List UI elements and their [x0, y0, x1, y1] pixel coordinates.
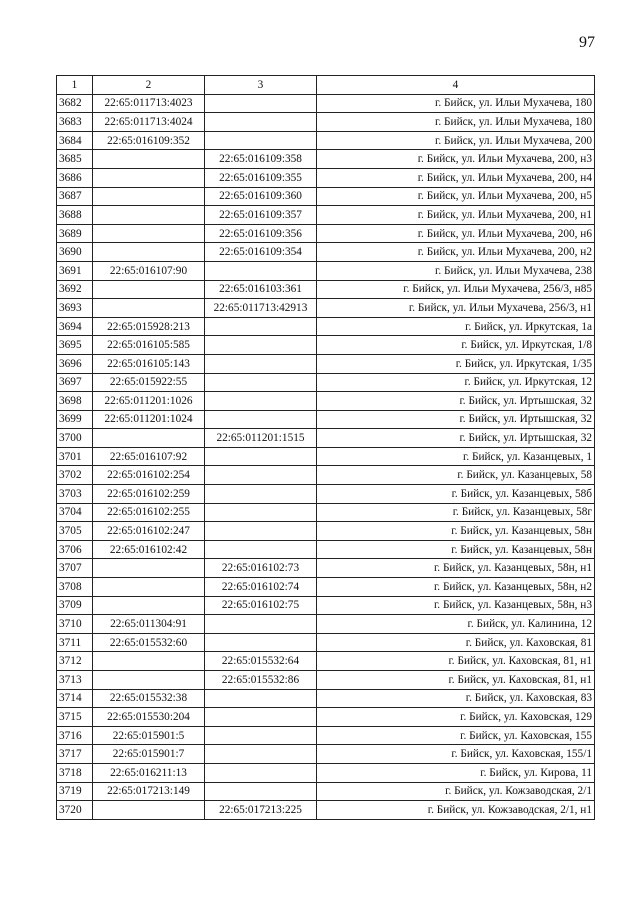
column-header-1: 1 — [57, 76, 93, 95]
address-cell: г. Бийск, ул. Ильи Мухачева, 238 — [317, 261, 595, 280]
premises-cadastral-number-cell: 22:65:016102:73 — [205, 559, 317, 578]
row-number-cell: 3708 — [57, 578, 93, 597]
address-cell: г. Бийск, ул. Иркутская, 1/35 — [317, 354, 595, 373]
table-row — [57, 410, 595, 429]
premises-cadastral-number-cell — [205, 726, 317, 745]
row-number-cell: 3705 — [57, 522, 93, 541]
column-header-2: 2 — [93, 76, 205, 95]
address-cell: г. Бийск, ул. Казанцевых, 58н — [317, 522, 595, 541]
premises-cadastral-number-cell — [205, 615, 317, 634]
cadastral-number-cell: 22:65:015532:60 — [93, 633, 205, 652]
cadastral-number-cell: 22:65:015922:55 — [93, 373, 205, 392]
cadastral-number-cell: 22:65:016102:42 — [93, 540, 205, 559]
address-cell: г. Бийск, ул. Каховская, 81, н1 — [317, 671, 595, 690]
address-cell: г. Бийск, ул. Каховская, 155/1 — [317, 745, 595, 764]
row-number-cell: 3707 — [57, 559, 93, 578]
cadastral-number-cell: 22:65:011201:1026 — [93, 392, 205, 411]
cadastral-number-cell: 22:65:011713:4024 — [93, 113, 205, 132]
address-cell: г. Бийск, ул. Калинина, 12 — [317, 615, 595, 634]
row-number-cell: 3699 — [57, 410, 93, 429]
address-cell: г. Бийск, ул. Ильи Мухачева, 200, н4 — [317, 168, 595, 187]
cadastral-number-cell: 22:65:016107:92 — [93, 447, 205, 466]
address-cell: г. Бийск, ул. Ильи Мухачева, 200 — [317, 131, 595, 150]
table-row — [57, 782, 595, 801]
address-cell: г. Бийск, ул. Кирова, 11 — [317, 763, 595, 782]
row-number-cell: 3682 — [57, 94, 93, 113]
address-cell: г. Бийск, ул. Кожзаводская, 2/1 — [317, 782, 595, 801]
table-row — [57, 280, 595, 299]
address-cell: г. Бийск, ул. Каховская, 81 — [317, 633, 595, 652]
address-cell: г. Бийск, ул. Каховская, 83 — [317, 689, 595, 708]
table-row — [57, 503, 595, 522]
cadastral-number-cell: 22:65:015532:38 — [93, 689, 205, 708]
row-number-cell: 3702 — [57, 466, 93, 485]
row-number-cell: 3685 — [57, 150, 93, 169]
table-row — [57, 522, 595, 541]
address-cell: г. Бийск, ул. Иркутская, 1а — [317, 317, 595, 336]
row-number-cell: 3694 — [57, 317, 93, 336]
premises-cadastral-number-cell: 22:65:011713:42913 — [205, 299, 317, 318]
table-row — [57, 596, 595, 615]
table-body — [57, 94, 595, 819]
premises-cadastral-number-cell: 22:65:016109:357 — [205, 206, 317, 225]
cadastral-number-cell — [93, 187, 205, 206]
address-cell: г. Бийск, ул. Иркутская, 12 — [317, 373, 595, 392]
table-header-row — [57, 76, 595, 95]
premises-cadastral-number-cell — [205, 782, 317, 801]
row-number-cell: 3714 — [57, 689, 93, 708]
table-row — [57, 615, 595, 634]
row-number-cell: 3717 — [57, 745, 93, 764]
cadastral-number-cell — [93, 299, 205, 318]
row-number-cell: 3688 — [57, 206, 93, 225]
premises-cadastral-number-cell — [205, 373, 317, 392]
table-row — [57, 299, 595, 318]
premises-cadastral-number-cell: 22:65:011201:1515 — [205, 429, 317, 448]
table-row — [57, 726, 595, 745]
table-row — [57, 150, 595, 169]
row-number-cell: 3692 — [57, 280, 93, 299]
row-number-cell: 3684 — [57, 131, 93, 150]
cadastral-number-cell — [93, 429, 205, 448]
table-row — [57, 763, 595, 782]
page-number: 97 — [579, 34, 595, 51]
column-header-4: 4 — [317, 76, 595, 95]
cadastral-number-cell — [93, 559, 205, 578]
row-number-cell: 3686 — [57, 168, 93, 187]
table-row — [57, 354, 595, 373]
cadastral-number-cell: 22:65:016105:585 — [93, 336, 205, 355]
table-row — [57, 206, 595, 225]
address-cell: г. Бийск, ул. Ильи Мухачева, 256/3, н85 — [317, 280, 595, 299]
address-cell: г. Бийск, ул. Иркутская, 1/8 — [317, 336, 595, 355]
premises-cadastral-number-cell — [205, 131, 317, 150]
column-header-3: 3 — [205, 76, 317, 95]
cadastral-number-cell: 22:65:015901:7 — [93, 745, 205, 764]
table-row — [57, 429, 595, 448]
premises-cadastral-number-cell — [205, 392, 317, 411]
premises-cadastral-number-cell — [205, 633, 317, 652]
row-number-cell: 3712 — [57, 652, 93, 671]
table-row — [57, 243, 595, 262]
premises-cadastral-number-cell — [205, 336, 317, 355]
cadastral-number-cell — [93, 280, 205, 299]
cadastral-number-cell: 22:65:015901:5 — [93, 726, 205, 745]
row-number-cell: 3706 — [57, 540, 93, 559]
premises-cadastral-number-cell: 22:65:015532:64 — [205, 652, 317, 671]
cadastral-number-cell — [93, 224, 205, 243]
premises-cadastral-number-cell — [205, 503, 317, 522]
cadastral-number-cell: 22:65:011201:1024 — [93, 410, 205, 429]
address-cell: г. Бийск, ул. Ильи Мухачева, 200, н5 — [317, 187, 595, 206]
address-cell: г. Бийск, ул. Казанцевых, 58г — [317, 503, 595, 522]
premises-cadastral-number-cell — [205, 689, 317, 708]
premises-cadastral-number-cell: 22:65:016109:360 — [205, 187, 317, 206]
premises-cadastral-number-cell — [205, 410, 317, 429]
cadastral-number-cell: 22:65:016109:352 — [93, 131, 205, 150]
table-row — [57, 466, 595, 485]
address-cell: г. Бийск, ул. Кожзаводская, 2/1, н1 — [317, 801, 595, 820]
cadastral-number-cell — [93, 150, 205, 169]
table-row — [57, 261, 595, 280]
cadastral-number-cell: 22:65:017213:149 — [93, 782, 205, 801]
premises-cadastral-number-cell — [205, 522, 317, 541]
premises-cadastral-number-cell — [205, 113, 317, 132]
premises-cadastral-number-cell: 22:65:017213:225 — [205, 801, 317, 820]
cadastral-number-cell: 22:65:016102:254 — [93, 466, 205, 485]
premises-cadastral-number-cell — [205, 354, 317, 373]
row-number-cell: 3719 — [57, 782, 93, 801]
row-number-cell: 3687 — [57, 187, 93, 206]
premises-cadastral-number-cell — [205, 261, 317, 280]
row-number-cell: 3718 — [57, 763, 93, 782]
premises-cadastral-number-cell: 22:65:016109:355 — [205, 168, 317, 187]
address-cell: г. Бийск, ул. Каховская, 155 — [317, 726, 595, 745]
cadastral-number-cell — [93, 652, 205, 671]
row-number-cell: 3697 — [57, 373, 93, 392]
table-row — [57, 392, 595, 411]
cadastral-number-cell: 22:65:016102:255 — [93, 503, 205, 522]
cadastral-number-cell: 22:65:016102:247 — [93, 522, 205, 541]
row-number-cell: 3709 — [57, 596, 93, 615]
row-number-cell: 3695 — [57, 336, 93, 355]
table-row — [57, 671, 595, 690]
premises-cadastral-number-cell — [205, 540, 317, 559]
address-cell: г. Бийск, ул. Ильи Мухачева, 180 — [317, 113, 595, 132]
premises-cadastral-number-cell — [205, 317, 317, 336]
row-number-cell: 3704 — [57, 503, 93, 522]
premises-cadastral-number-cell: 22:65:016109:356 — [205, 224, 317, 243]
table-row — [57, 708, 595, 727]
row-number-cell: 3716 — [57, 726, 93, 745]
table-row — [57, 559, 595, 578]
premises-cadastral-number-cell — [205, 466, 317, 485]
table-row — [57, 131, 595, 150]
table-row — [57, 652, 595, 671]
row-number-cell: 3710 — [57, 615, 93, 634]
row-number-cell: 3693 — [57, 299, 93, 318]
premises-cadastral-number-cell — [205, 745, 317, 764]
address-cell: г. Бийск, ул. Ильи Мухачева, 200, н3 — [317, 150, 595, 169]
cadastral-number-cell — [93, 578, 205, 597]
address-cell: г. Бийск, ул. Казанцевых, 58н, н2 — [317, 578, 595, 597]
premises-cadastral-number-cell: 22:65:016103:361 — [205, 280, 317, 299]
premises-cadastral-number-cell: 22:65:016109:354 — [205, 243, 317, 262]
table-row — [57, 373, 595, 392]
premises-cadastral-number-cell — [205, 485, 317, 504]
cadastral-number-cell — [93, 671, 205, 690]
address-cell: г. Бийск, ул. Казанцевых, 58н, н3 — [317, 596, 595, 615]
address-cell: г. Бийск, ул. Ильи Мухачева, 200, н2 — [317, 243, 595, 262]
address-cell: г. Бийск, ул. Казанцевых, 1 — [317, 447, 595, 466]
cadastral-number-cell — [93, 243, 205, 262]
premises-cadastral-number-cell: 22:65:016102:74 — [205, 578, 317, 597]
row-number-cell: 3689 — [57, 224, 93, 243]
premises-cadastral-number-cell: 22:65:015532:86 — [205, 671, 317, 690]
address-cell: г. Бийск, ул. Иртышская, 32 — [317, 429, 595, 448]
cadastral-number-cell: 22:65:016211:13 — [93, 763, 205, 782]
row-number-cell: 3696 — [57, 354, 93, 373]
address-cell: г. Бийск, ул. Иртышская, 32 — [317, 410, 595, 429]
premises-cadastral-number-cell: 22:65:016102:75 — [205, 596, 317, 615]
cadastral-number-cell: 22:65:011304:91 — [93, 615, 205, 634]
table-row — [57, 224, 595, 243]
row-number-cell: 3701 — [57, 447, 93, 466]
row-number-cell: 3713 — [57, 671, 93, 690]
row-number-cell: 3683 — [57, 113, 93, 132]
address-cell: г. Бийск, ул. Каховская, 81, н1 — [317, 652, 595, 671]
cadastral-number-cell — [93, 168, 205, 187]
table-row — [57, 689, 595, 708]
premises-cadastral-number-cell: 22:65:016109:358 — [205, 150, 317, 169]
row-number-cell: 3698 — [57, 392, 93, 411]
property-registry-table — [56, 75, 595, 820]
premises-cadastral-number-cell — [205, 447, 317, 466]
address-cell: г. Бийск, ул. Ильи Мухачева, 200, н1 — [317, 206, 595, 225]
table-row — [57, 485, 595, 504]
premises-cadastral-number-cell — [205, 708, 317, 727]
row-number-cell: 3690 — [57, 243, 93, 262]
address-cell: г. Бийск, ул. Ильи Мухачева, 200, н6 — [317, 224, 595, 243]
table-row — [57, 447, 595, 466]
table-row — [57, 633, 595, 652]
row-number-cell: 3711 — [57, 633, 93, 652]
address-cell: г. Бийск, ул. Казанцевых, 58н, н1 — [317, 559, 595, 578]
address-cell: г. Бийск, ул. Ильи Мухачева, 180 — [317, 94, 595, 113]
table-row — [57, 745, 595, 764]
premises-cadastral-number-cell — [205, 94, 317, 113]
premises-cadastral-number-cell — [205, 763, 317, 782]
table-row — [57, 113, 595, 132]
table-row — [57, 578, 595, 597]
table-row — [57, 187, 595, 206]
cadastral-number-cell — [93, 596, 205, 615]
address-cell: г. Бийск, ул. Иртышская, 32 — [317, 392, 595, 411]
table-row — [57, 336, 595, 355]
address-cell: г. Бийск, ул. Ильи Мухачева, 256/3, н1 — [317, 299, 595, 318]
row-number-cell: 3715 — [57, 708, 93, 727]
cadastral-number-cell: 22:65:016105:143 — [93, 354, 205, 373]
table-row — [57, 317, 595, 336]
row-number-cell: 3700 — [57, 429, 93, 448]
cadastral-number-cell: 22:65:015530:204 — [93, 708, 205, 727]
cadastral-number-cell — [93, 801, 205, 820]
address-cell: г. Бийск, ул. Казанцевых, 58б — [317, 485, 595, 504]
cadastral-number-cell: 22:65:015928:213 — [93, 317, 205, 336]
address-cell: г. Бийск, ул. Казанцевых, 58н — [317, 540, 595, 559]
table-row — [57, 801, 595, 820]
row-number-cell: 3691 — [57, 261, 93, 280]
row-number-cell: 3720 — [57, 801, 93, 820]
cadastral-number-cell — [93, 206, 205, 225]
table-row — [57, 168, 595, 187]
address-cell: г. Бийск, ул. Казанцевых, 58 — [317, 466, 595, 485]
row-number-cell: 3703 — [57, 485, 93, 504]
cadastral-number-cell: 22:65:016107:90 — [93, 261, 205, 280]
table-row — [57, 94, 595, 113]
table-row — [57, 540, 595, 559]
cadastral-number-cell: 22:65:016102:259 — [93, 485, 205, 504]
address-cell: г. Бийск, ул. Каховская, 129 — [317, 708, 595, 727]
cadastral-number-cell: 22:65:011713:4023 — [93, 94, 205, 113]
